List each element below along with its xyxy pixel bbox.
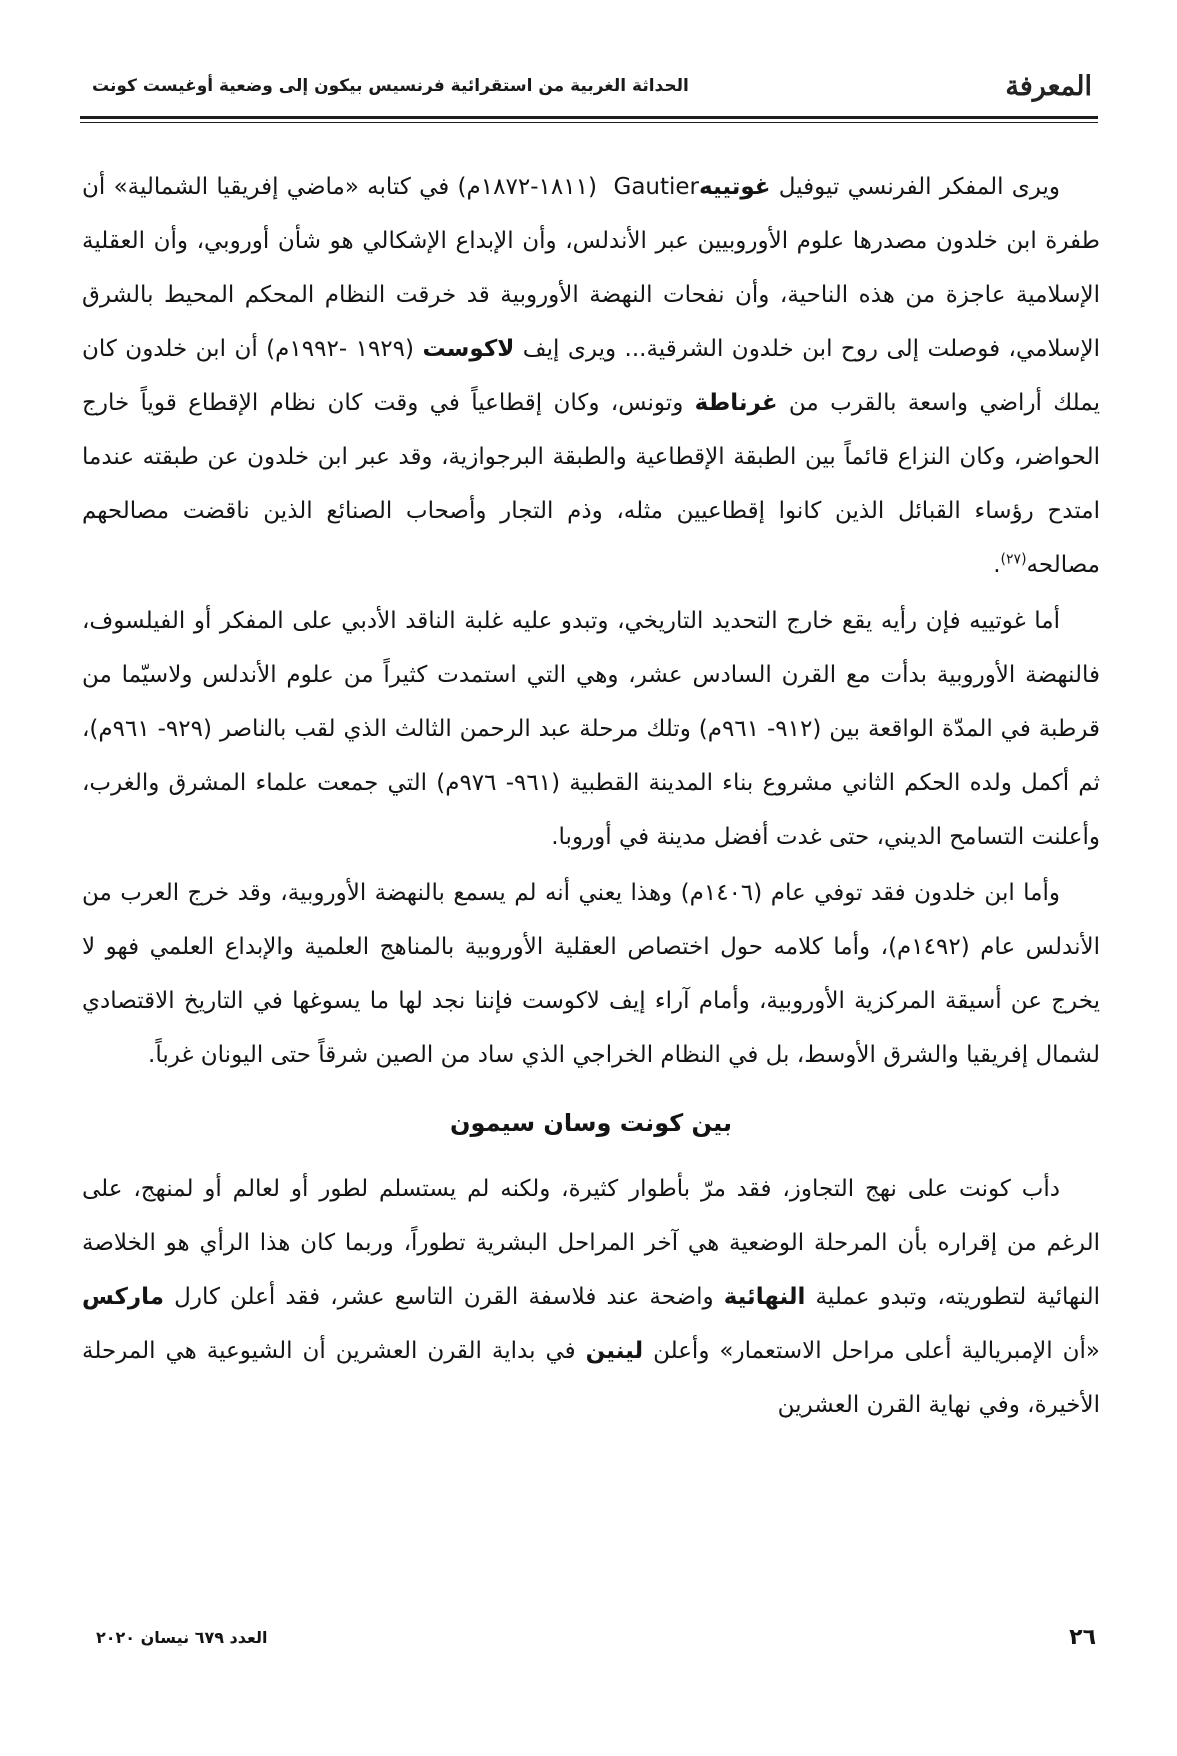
text-run: وأما ابن خلدون فقد توفي عام (١٤٠٦م) وهذا يعني أنه لم يسمع بالنهضة الأوروبية، وقد خرج العرب من الأندلس عام (١٤٩٢م)، وأما كلامه حول اختصاص العقلية الأوروبية بالمناهج العلمية والإبداع العلمي فهو لا يخرج عن أسيقة المركزية الأوروبية، وأمام آراء إيف لاكوست فإننا نجد لها ما يسوغها في التاريخ الاقتصادي لشمال إفريقيا والشرق الأوسط، بل في النظام الخراجي الذي ساد من الصين شرقاً حتى اليونان غرباً. [82,880,1100,1068]
text-run: ويرى المفكر الفرنسي تيوفيل [770,174,1060,200]
text-run: «أن الإمبريالية أعلى مراحل الاستعمار» وأعلن [643,1338,1100,1364]
magazine-logo: المعرفة [1005,70,1092,102]
running-title: الحداثة الغربية من استقرائية فرنسيس بيكون إلى وضعية أوغيست كونت [92,76,689,96]
paragraph [82,160,1100,592]
latin-name-gautier: Gautier [605,174,700,200]
text-run: أما غوتييه فإن رأيه يقع خارج التحديد التاريخي، وتبدو عليه غلبة الناقد الأدبي على المفكر أو الفيلسوف، فالنهضة الأوروبية بدأت مع القرن السادس عشر، وهي التي استمدت كثيراً من علوم الأندلس ولاسيّما من قرطبة في المدّة الواقعة بين (٩١٢- ٩٦١م) وتلك مرحلة عبد الرحمن الثالث الذي لقب بالناصر (٩٢٩- ٩٦١م)، ثم أكمل ولده الحكم الثاني مشروع بناء المدينة القطبية (٩٦١- ٩٧٦م) التي جمعت علماء المشرق والغرب، وأعلنت التسامح الديني، حتى غدت أفضل مدينة في أوروبا. [82,608,1100,850]
issue-info: العدد ٦٧٩ نيسان ٢٠٢٠ [96,1627,268,1647]
running-header [92,66,1092,106]
section-heading: بين كونت وسان سيمون [450,1109,732,1137]
place-granada: غرناطة [694,390,778,416]
page-footer [96,1620,1096,1654]
text-run: في بداية القرن العشرين أن الشيوعية هي المرحلة الأخيرة، وفي نهاية القرن العشرين [82,1338,1100,1418]
text-run: (١٨١١-١٨٧٢م) في كتابه «ماضي إفريقيا الشمالية» أن طفرة ابن خلدون مصدرها علوم الأوروبيين عبر الأندلس، وأن الإبداع الإشكالي هو شأن أوروبي، وأن العقلية الإسلامية عاجزة من هذه الناحية، وأن نفحات النهضة الأوروبية قد خرقت النظام المحكم المحيط بالشرق الإسلامي، فوصلت إلى روح ابن خلدون الشرقية... ويرى إيف [82,174,1100,362]
name-marx: ماركس [82,1284,165,1310]
text-run: . [993,552,1001,578]
header-rule-thick [80,116,1098,119]
article-body [82,160,1100,1432]
header-rule-thin [80,122,1098,123]
text-run: وتونس، وكان إقطاعياً في وقت كان نظام الإقطاع قوياً خارج الحواضر، وكان النزاع قائماً بين الطبقة الإقطاعية والطبقة البرجوازية، وقد عبر ابن خلدون عن طبقته عندما امتدح رؤساء القبائل الذين كانوا إقطاعيين مثله، وذم التجار وأصحاب الصنائع الذين ناقضت مصالحهم مصالحه [82,390,1100,578]
paragraph [82,594,1100,864]
bold-term: النهائية [723,1284,806,1310]
text-run: دأب كونت على نهج التجاوز، فقد مرّ بأطوار كثيرة، ولكنه لم يستسلم لطور أو لعالم أو لمنهج، على الرغم من إقراره بأن المرحلة الوضعية هي آخر المراحل البشرية تطوراً، وربما كان هذا الرأي هو الخلاصة النهائية لتطوريته، وتبدو عملية [82,1176,1100,1310]
text-run: واضحة عند فلاسفة القرن التاسع عشر، فقد أعلن كارل [164,1284,724,1310]
name-lacoste: لاكوست [422,336,515,362]
paragraph [82,866,1100,1082]
text-run: (١٩٢٩ -١٩٩٢م) أن ابن خلدون كان يملك أراضي واسعة بالقرب من [82,336,1100,416]
footnote-marker[interactable]: (٢٧) [1000,551,1027,568]
name-lenin: لينين [585,1338,644,1364]
paragraph [82,1162,1100,1432]
page-number: ٢٦ [1069,1624,1096,1650]
name-gautier: غوتييه [699,174,771,200]
